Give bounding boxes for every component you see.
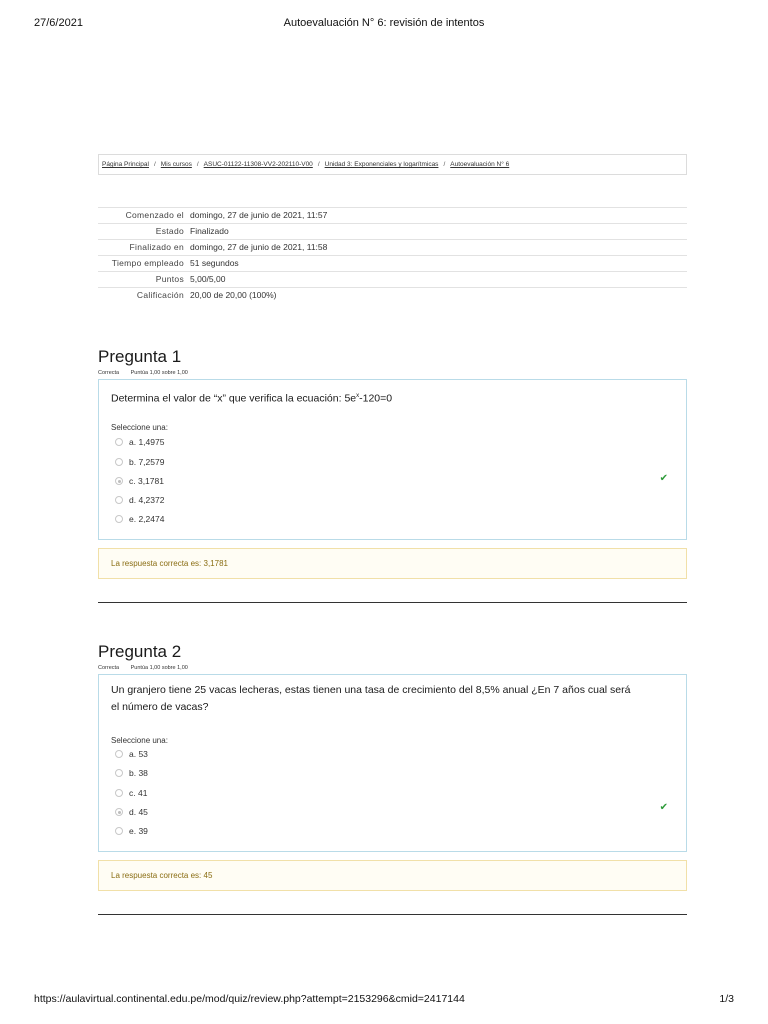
question-1-title: Pregunta 1: [98, 347, 182, 366]
radio-button[interactable]: [115, 789, 123, 797]
summary-label: Estado: [155, 226, 184, 236]
breadcrumb-course[interactable]: ASUC-01122-11308-VV2-202110-V00: [203, 161, 313, 168]
summary-label: Tiempo empleado: [111, 258, 184, 268]
breadcrumb-separator: /: [317, 161, 320, 168]
summary-value: 20,00 de 20,00 (100%): [190, 290, 277, 300]
summary-row-state: [98, 224, 687, 240]
print-date: 27/6/2021: [34, 17, 83, 29]
question-1-feedback: La respuesta correcta es: 3,1781: [98, 548, 687, 579]
answer-option[interactable]: a. 1,4975: [115, 437, 164, 447]
question-score: Puntúa 1,00 sobre 1,00: [130, 665, 188, 671]
print-title: Autoevaluación N° 6: revisión de intentos: [283, 17, 485, 29]
answer-option[interactable]: a. 53: [115, 749, 148, 759]
question-2-box: [98, 674, 687, 852]
question-2-meta: [98, 665, 198, 671]
summary-value: 51 segundos: [190, 258, 239, 268]
select-one-label: Seleccione una:: [111, 423, 168, 432]
breadcrumb-quiz[interactable]: Autoevaluación N° 6: [450, 161, 510, 168]
breadcrumb-separator: /: [443, 161, 446, 168]
summary-label: Comenzado el: [125, 210, 184, 220]
question-score: Puntúa 1,00 sobre 1,00: [130, 370, 188, 376]
answer-option[interactable]: e. 39: [115, 826, 148, 836]
print-url[interactable]: https://aulavirtual.continental.edu.pe/mod/quiz/review.php?attempt=2153296&cmid=2417144: [34, 993, 465, 1005]
correct-check-icon: ✔: [659, 473, 668, 484]
summary-row-points: [98, 272, 687, 288]
answer-option-selected[interactable]: d. 45: [115, 807, 148, 817]
radio-button[interactable]: [115, 769, 123, 777]
summary-row-finished: [98, 240, 687, 256]
breadcrumb-home[interactable]: Página Principal: [102, 161, 149, 168]
question-divider: [98, 914, 687, 915]
question-1-box: [98, 379, 687, 540]
radio-button-checked[interactable]: [115, 477, 123, 485]
attempt-summary-table: [98, 207, 687, 303]
answer-option[interactable]: d. 4,2372: [115, 495, 164, 505]
summary-row-time: [98, 256, 687, 272]
summary-value: domingo, 27 de junio de 2021, 11:57: [190, 210, 328, 220]
summary-label: Finalizado en: [129, 242, 184, 252]
breadcrumb-my-courses[interactable]: Mis cursos: [160, 161, 192, 168]
radio-button[interactable]: [115, 496, 123, 504]
summary-value: domingo, 27 de junio de 2021, 11:58: [190, 242, 328, 252]
question-1-meta: [98, 370, 198, 376]
breadcrumb-separator: /: [196, 161, 199, 168]
radio-button[interactable]: [115, 458, 123, 466]
answer-option[interactable]: e. 2,2474: [115, 514, 164, 524]
summary-row-started: [98, 208, 687, 224]
question-2-title: Pregunta 2: [98, 642, 182, 661]
radio-button[interactable]: [115, 827, 123, 835]
radio-button-checked[interactable]: [115, 808, 123, 816]
breadcrumb-unit[interactable]: Unidad 3: Exponenciales y logarítmicas: [324, 161, 439, 168]
summary-value: Finalizado: [190, 226, 229, 236]
question-divider: [98, 602, 687, 603]
summary-label: Calificación: [136, 290, 184, 300]
correct-check-icon: ✔: [659, 802, 668, 813]
question-1-text: Determina el valor de “x” que verifica la ecuación: $5e^x-120=0$: [111, 392, 393, 405]
answer-option[interactable]: c. 41: [115, 788, 147, 798]
summary-row-grade: [98, 288, 687, 304]
question-2-text: Un granjero tiene 25 vacas lecheras, estas tienen una tasa de crecimiento del 8,5% anual ¿En 7 años cual será el número de vacas?: [111, 684, 631, 713]
radio-button[interactable]: [115, 750, 123, 758]
summary-label: Puntos: [155, 274, 184, 284]
question-status: Correcta: [98, 665, 120, 671]
question-2-feedback: La respuesta correcta es: 45: [98, 860, 687, 891]
breadcrumb: [98, 154, 687, 175]
answer-option[interactable]: b. 7,2579: [115, 457, 164, 467]
select-one-label: Seleccione una:: [111, 736, 168, 745]
question-status: Correcta: [98, 370, 120, 376]
answer-option[interactable]: b. 38: [115, 768, 148, 778]
summary-value: 5,00/5,00: [190, 274, 226, 284]
breadcrumb-separator: /: [153, 161, 156, 168]
radio-button[interactable]: [115, 438, 123, 446]
radio-button[interactable]: [115, 515, 123, 523]
print-page-number: 1/3: [719, 993, 734, 1005]
answer-option-selected[interactable]: c. 3,1781: [115, 476, 164, 486]
